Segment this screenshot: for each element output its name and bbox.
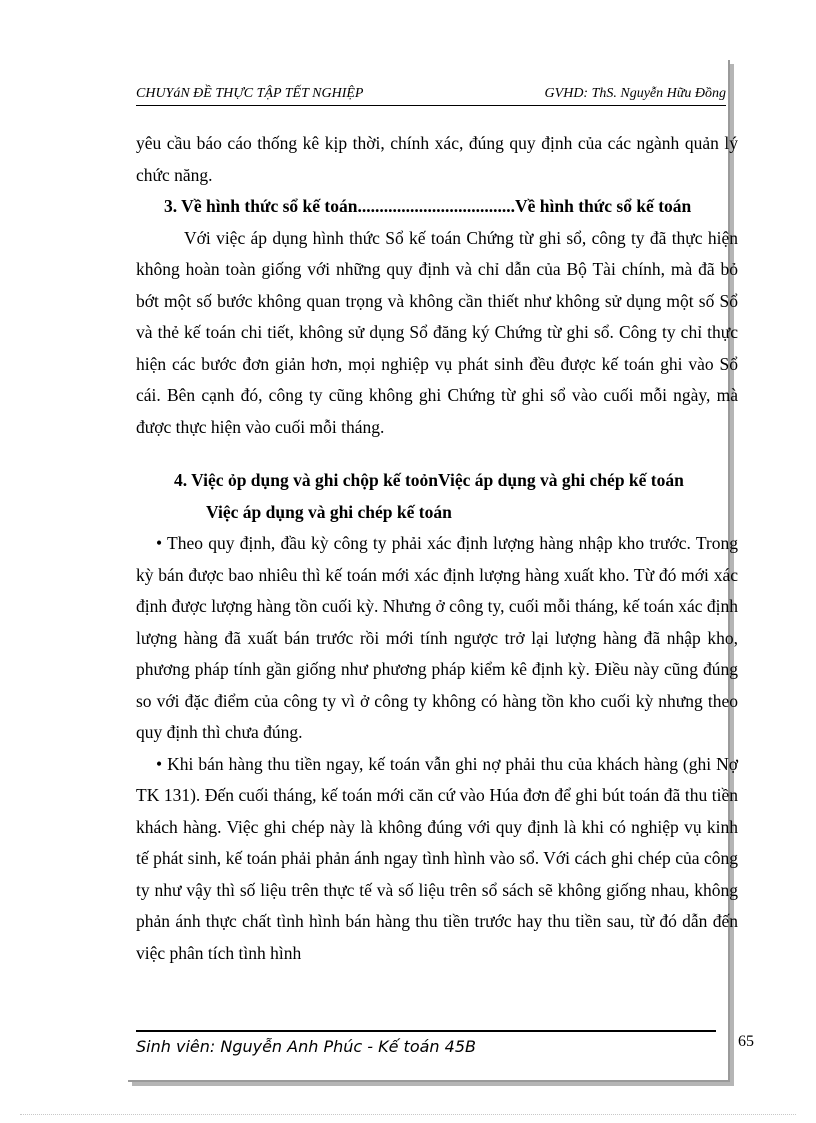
- document-body: [136, 128, 738, 969]
- page-number: 65: [738, 1033, 754, 1050]
- paragraph-bookkeeping-form: Với việc áp dụng hình thức Sổ kế toán Chứng từ ghi sổ, công ty đã thực hiện không hoàn toàn giống với những quy định và chỉ dẫn của Bộ Tài chính, mà đã bỏ bớt một số bước không quan trọng và không cần thiết như không sử dụng một số Sổ và thẻ kế toán chi tiết, không sử dụng Sổ đăng ký Chứng từ ghi sổ. Công ty chỉ thực hiện các bước đơn giản hơn, mọi nghiệp vụ phát sinh đều được kế toán ghi vào Sổ cái. Bên cạnh đó, công ty cũng không ghi Chứng từ ghi sổ vào cuối mỗi ngày, mà được thực hiện vào cuối mỗi tháng.: [136, 227, 738, 437]
- bullet-paragraph-receivables: • Khi bán hàng thu tiền ngay, kế toán vẫn ghi nợ phải thu của khách hàng (ghi Nợ TK 131). Đến cuối tháng, kế toán mới căn cứ vào Húa đơn để ghi bút toán đã thu tiền khách hàng. Việc ghi chép này là không đúng với quy định là khi có nghiệp vụ kinh tế phát sinh, kế toán phải phản ánh ngay tình hình vào sổ. Với cách ghi chép của công ty như vậy thì số liệu trên thực tế và số liệu trên sổ sách sẽ không giống nhau, không phản ánh thực chất tình hình bán hàng thu tiền trước hay thu tiền sau, từ đó dẫn đến việc phân tích tình hình: [136, 753, 738, 963]
- header-advisor: GVHD: ThS. Nguyễn Hữu Đồng: [544, 86, 726, 101]
- paragraph-continuation: yêu cầu báo cáo thống kê kịp thời, chính xác, đúng quy định của các ngành quản lý chức năng.: [136, 133, 738, 185]
- section-heading-3: 3. Về hình thức sổ kế toán....................................Về hình thức sổ kế toán: [164, 196, 692, 216]
- section-heading-4-subtitle: Việc áp dụng và ghi chép kế toán: [206, 501, 452, 522]
- page-header: [136, 86, 726, 106]
- page-bottom-dotted-line: [20, 1114, 796, 1115]
- footer-divider: [136, 1030, 716, 1032]
- section-heading-4: 4. Việc ỏp dụng và ghi chộp kế toỏnViệc áp dụng và ghi chép kế toán: [174, 470, 684, 490]
- bullet-paragraph-inventory: • Theo quy định, đầu kỳ công ty phải xác định lượng hàng nhập kho trước. Trong kỳ bán được bao nhiêu thì kế toán mới xác định lượng hàng xuất kho. Từ đó mới xác định được lượng hàng tồn cuối kỳ. Nhưng ở công ty, cuối mỗi tháng, kế toán xác định lượng hàng đã xuất bán trước rồi mới tính ngược trở lại lượng hàng đã nhập kho, phương pháp tính gần giống như phương pháp kiểm kê định kỳ. Điều này cũng đúng so với đặc điểm của công ty vì ở công ty không có hàng tồn kho cuối kỳ nhưng theo quy định thì chưa đúng.: [136, 533, 738, 742]
- header-title: CHUYáN ĐỀ THỰC TẬP TẾT NGHIỆP: [136, 86, 364, 101]
- footer-student: Sinh viên: Nguyễn Anh Phúc - Kế toán 45B: [136, 1037, 476, 1056]
